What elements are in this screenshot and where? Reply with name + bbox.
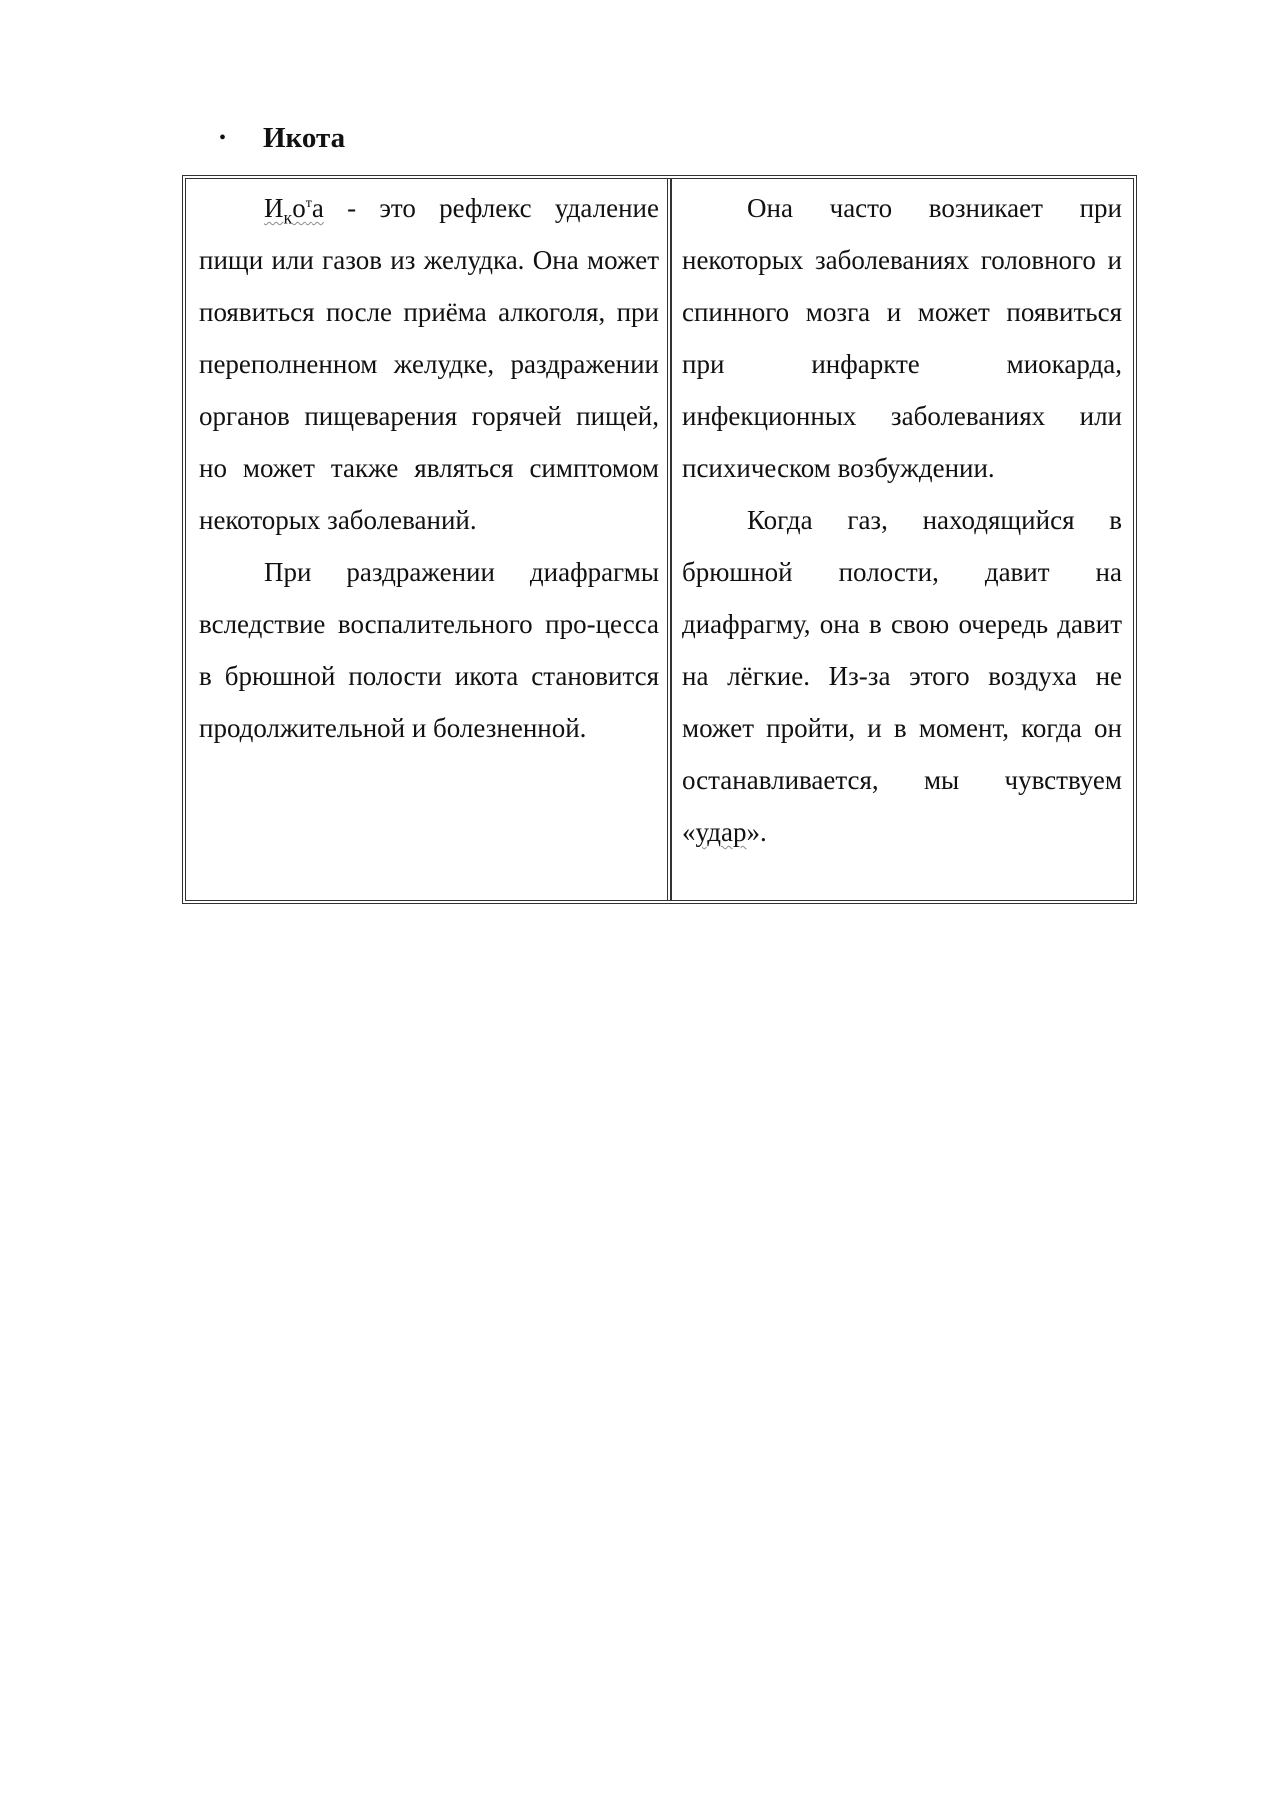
misspelled-word (264, 193, 324, 228)
section-title: Икота (263, 122, 346, 154)
table-cell-left (186, 179, 670, 900)
left-paragraph-1 (199, 182, 659, 546)
right-paragraph-2-end: ». (746, 817, 767, 847)
word-fragment: И (264, 193, 284, 223)
left-paragraph-2: При раздражении диафрагмы вследствие воспалительного про-цесса в брюшной полости икота становится продолжительной и болезненной. (199, 557, 659, 743)
left-paragraph-1-text: - это рефлекс удаление пищи или газов из желудка. Она может появиться после приёма алкоголя, при переполненном желудке, раздражении органов пищеварения горячей пищей, но может также являться симптомом некоторых заболеваний. (199, 193, 659, 535)
right-paragraph-2-text: Когда газ, находящийся в брюшной полости, давит на диафрагму, она в свою очередь давит на лёгкие. Из-за этого воздуха не может пройти, и в момент, когда он останавливается, мы чувствуем « (682, 505, 1122, 847)
right-paragraph-1: Она часто возникает при некоторых заболеваниях головного и спинного мозга и может появиться при инфаркте миокарда, инфекционных заболеваниях или психическом возбуждении. (682, 193, 1122, 483)
two-column-table (182, 175, 1137, 904)
bullet-marker: • (219, 127, 227, 149)
word-fragment: а (311, 193, 324, 223)
word-fragment: о (292, 193, 306, 223)
section-heading (219, 118, 345, 158)
right-paragraph-2 (682, 494, 1122, 858)
subscript-letter: к (283, 207, 293, 228)
superscript-letter: т (305, 196, 312, 211)
misspelled-word: удар (695, 817, 747, 847)
table-cell-right (670, 179, 1133, 900)
